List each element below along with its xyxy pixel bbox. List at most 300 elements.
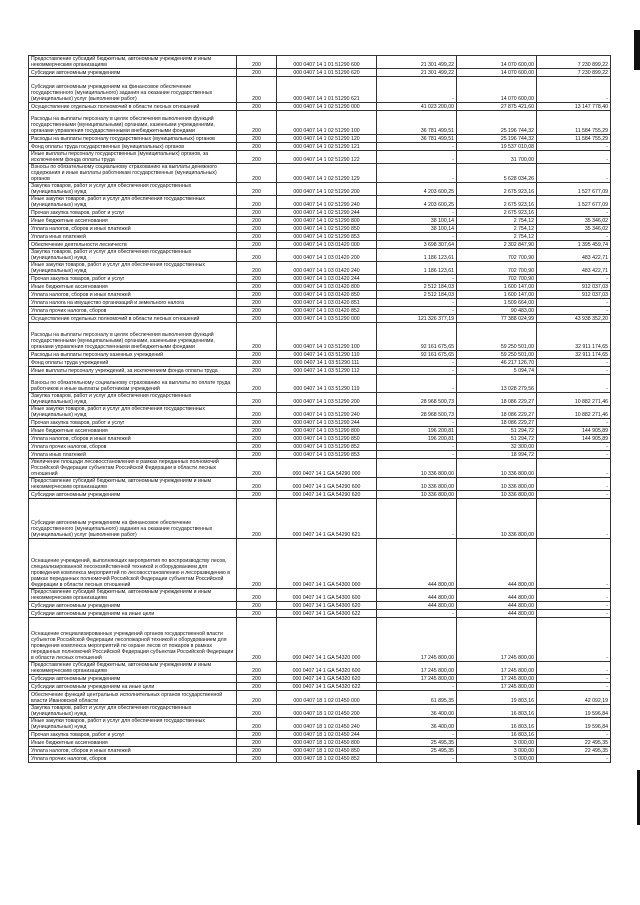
row-approved-amount: -: [377, 209, 457, 217]
row-code: 200: [237, 151, 277, 164]
row-code: 200: [237, 315, 277, 323]
row-budget-code: 000 0407 14 1 02 51290 120: [277, 135, 377, 143]
row-name: Иные выплаты персоналу государственных (муниципальных) органов, за исключением фонда оплаты труда: [29, 151, 237, 164]
row-name: Закупка товаров, работ и услуг для обеспечения государственных (муниципальных) нужд: [29, 183, 237, 196]
table-row: [29, 249, 611, 262]
row-executed-amount: 18 086 229,27: [457, 419, 537, 427]
row-name: Закупка товаров, работ и услуг для обеспечения государственных (муниципальных) нужд: [29, 249, 237, 262]
table-row: [29, 323, 611, 351]
row-budget-code: 000 0407 18 1 02 01450 800: [277, 739, 377, 747]
row-name: Расходы на выплаты персоналу государственных (муниципальных) органов: [29, 135, 237, 143]
row-unexecuted-amount: 22 495,35: [537, 747, 611, 755]
row-approved-amount: -: [377, 367, 457, 375]
row-executed-amount: 5 094,74: [457, 367, 537, 375]
table-row: [29, 602, 611, 610]
row-code: 200: [237, 241, 277, 249]
row-executed-amount: 702 700,90: [457, 262, 537, 275]
row-budget-code: 000 0407 14 1 03 01420 244: [277, 275, 377, 283]
row-approved-amount: -: [377, 683, 457, 691]
row-unexecuted-amount: -: [537, 307, 611, 315]
row-budget-code: 000 0407 18 1 02 01450 240: [277, 718, 377, 731]
row-approved-amount: -: [377, 610, 457, 618]
row-executed-amount: 1 509 664,00: [457, 299, 537, 307]
row-unexecuted-amount: -: [537, 683, 611, 691]
row-name: Субсидии автономным учреждениям: [29, 491, 237, 499]
row-unexecuted-amount: 483 422,71: [537, 249, 611, 262]
row-name: Уплата иных платежей: [29, 233, 237, 241]
row-approved-amount: 28 968 500,73: [377, 393, 457, 406]
row-name: Иные закупки товаров, работ и услуг для обеспечения государственных (муниципальных) нужд: [29, 262, 237, 275]
row-code: 200: [237, 183, 277, 196]
table-row: [29, 291, 611, 299]
row-code: 200: [237, 589, 277, 602]
row-budget-code: 000 0407 14 1 02 51290 850: [277, 225, 377, 233]
table-row: [29, 315, 611, 323]
row-code: 200: [237, 375, 277, 393]
row-unexecuted-amount: -: [537, 209, 611, 217]
row-budget-code: 000 0407 14 1 02 51290 200: [277, 183, 377, 196]
row-executed-amount: 702 700,90: [457, 275, 537, 283]
row-approved-amount: 17 245 800,00: [377, 618, 457, 662]
row-executed-amount: 702 700,90: [457, 249, 537, 262]
row-executed-amount: 2 302 847,90: [457, 241, 537, 249]
row-executed-amount: 3 000,00: [457, 739, 537, 747]
row-code: 200: [237, 451, 277, 459]
row-unexecuted-amount: -: [537, 755, 611, 763]
row-budget-code: 000 0407 18 1 02 01450 244: [277, 731, 377, 739]
row-approved-amount: -: [377, 443, 457, 451]
row-code: 200: [237, 427, 277, 435]
row-approved-amount: 25 495,35: [377, 739, 457, 747]
row-name: Расходы на выплаты персоналу в целях обеспечения выполнения функций государственными (муниципальными) органами, казенными учреждениями, органами управления государственными внебюджетными фондами: [29, 111, 237, 135]
table-row: [29, 539, 611, 589]
row-executed-amount: 444 800,00: [457, 610, 537, 618]
row-budget-code: 000 0407 14 1 GA 54320 600: [277, 662, 377, 675]
table-row: [29, 367, 611, 375]
table-row: [29, 610, 611, 618]
row-approved-amount: 25 495,35: [377, 747, 457, 755]
row-budget-code: 000 0407 14 1 02 51290 240: [277, 196, 377, 209]
row-code: 200: [237, 691, 277, 705]
row-unexecuted-amount: -: [537, 618, 611, 662]
row-name: Уплата прочих налогов, сборов: [29, 443, 237, 451]
budget-report-sheet: [28, 55, 610, 763]
row-unexecuted-amount: 912 037,03: [537, 283, 611, 291]
row-approved-amount: 41 023 200,00: [377, 103, 457, 111]
table-row: [29, 691, 611, 705]
row-unexecuted-amount: -: [537, 77, 611, 103]
table-row: [29, 393, 611, 406]
row-executed-amount: 77 388 024,99: [457, 315, 537, 323]
row-name: Уплата налогов, сборов и иных платежей: [29, 435, 237, 443]
row-unexecuted-amount: 13 147 778,40: [537, 103, 611, 111]
table-row: [29, 225, 611, 233]
row-budget-code: 000 0407 14 1 01 51290 600: [277, 56, 377, 69]
row-budget-code: 000 0407 14 1 01 51290 620: [277, 69, 377, 77]
row-name: Иные закупки товаров, работ и услуг для обеспечения государственных (муниципальных) нужд: [29, 406, 237, 419]
row-unexecuted-amount: -: [537, 499, 611, 539]
row-unexecuted-amount: -: [537, 675, 611, 683]
row-executed-amount: 16 803,16: [457, 718, 537, 731]
row-unexecuted-amount: -: [537, 443, 611, 451]
row-approved-amount: -: [377, 419, 457, 427]
row-code: 200: [237, 435, 277, 443]
row-unexecuted-amount: -: [537, 367, 611, 375]
row-unexecuted-amount: -: [537, 491, 611, 499]
row-code: 200: [237, 359, 277, 367]
row-budget-code: 000 0407 14 1 GA 54290 621: [277, 499, 377, 539]
row-budget-code: 000 0407 14 1 GA 54320 622: [277, 683, 377, 691]
table-row: [29, 705, 611, 718]
table-row: [29, 755, 611, 763]
row-executed-amount: 17 245 800,00: [457, 683, 537, 691]
row-unexecuted-amount: -: [537, 478, 611, 491]
row-approved-amount: -: [377, 151, 457, 164]
row-approved-amount: 1 186 123,61: [377, 249, 457, 262]
row-name: Закупка товаров, работ и услуг для обеспечения государственных (муниципальных) нужд: [29, 393, 237, 406]
row-code: 200: [237, 275, 277, 283]
row-budget-code: 000 0407 14 1 03 51290 200: [277, 393, 377, 406]
row-name: Предоставление субсидий бюджетным, автономным учреждениям и иным некоммерческим организациям: [29, 56, 237, 69]
row-name: Предоставление субсидий бюджетным, автономным учреждениям и иным некоммерческим организациям: [29, 589, 237, 602]
row-name: Расходы на выплаты персоналу казенных учреждений: [29, 351, 237, 359]
table-row: [29, 307, 611, 315]
table-row: [29, 299, 611, 307]
row-unexecuted-amount: 43 938 352,20: [537, 315, 611, 323]
row-code: 200: [237, 705, 277, 718]
row-budget-code: 000 0407 14 1 03 01420 852: [277, 307, 377, 315]
budget-expenditure-table: [28, 55, 611, 763]
row-budget-code: 000 0407 14 1 GA 54300 620: [277, 602, 377, 610]
row-approved-amount: 10 336 800,00: [377, 491, 457, 499]
row-budget-code: 000 0407 14 1 03 51290 110: [277, 351, 377, 359]
row-executed-amount: 25 196 744,32: [457, 111, 537, 135]
table-row: [29, 209, 611, 217]
table-row: [29, 183, 611, 196]
row-unexecuted-amount: 7 230 899,22: [537, 69, 611, 77]
row-unexecuted-amount: -: [537, 275, 611, 283]
row-code: 200: [237, 262, 277, 275]
row-approved-amount: -: [377, 143, 457, 151]
row-budget-code: 000 0407 14 1 03 01420 851: [277, 299, 377, 307]
row-unexecuted-amount: -: [537, 731, 611, 739]
row-budget-code: 000 0407 14 1 03 51290 800: [277, 427, 377, 435]
row-approved-amount: -: [377, 499, 457, 539]
row-approved-amount: -: [377, 375, 457, 393]
row-code: 200: [237, 731, 277, 739]
row-name: Иные закупки товаров, работ и услуг для обеспечения государственных (муниципальных) нужд: [29, 196, 237, 209]
table-row: [29, 675, 611, 683]
row-name: Уплата налогов, сборов и иных платежей: [29, 291, 237, 299]
scan-edge-mark: [634, 30, 640, 70]
row-executed-amount: 14 070 600,00: [457, 69, 537, 77]
row-code: 200: [237, 675, 277, 683]
row-code: 200: [237, 307, 277, 315]
row-budget-code: 000 0407 18 1 02 01450 852: [277, 755, 377, 763]
row-approved-amount: 10 336 800,00: [377, 478, 457, 491]
table-row: [29, 262, 611, 275]
row-name: Фонд оплаты труда учреждений: [29, 359, 237, 367]
table-row: [29, 233, 611, 241]
table-row: [29, 241, 611, 249]
row-name: Взносы по обязательному социальному страхованию на выплаты денежного содержания и иные выплаты работникам государственных (муниципальных) органов: [29, 164, 237, 183]
row-unexecuted-amount: 11 584 755,29: [537, 111, 611, 135]
row-name: Увеличение площади лесовосстановления в рамках переданных полномочий Российской Федерации субъектам Российской Федерации в области лесных отношений: [29, 459, 237, 478]
row-unexecuted-amount: 1 395 459,74: [537, 241, 611, 249]
row-code: 200: [237, 443, 277, 451]
table-row: [29, 375, 611, 393]
row-name: Иные бюджетные ассигнования: [29, 217, 237, 225]
row-code: 200: [237, 478, 277, 491]
table-row: [29, 69, 611, 77]
row-budget-code: 000 0407 14 1 03 01420 240: [277, 262, 377, 275]
row-budget-code: 000 0407 14 1 GA 54300 622: [277, 610, 377, 618]
row-code: 200: [237, 299, 277, 307]
table-row: [29, 103, 611, 111]
row-code: 200: [237, 755, 277, 763]
row-executed-amount: 18 994,72: [457, 451, 537, 459]
table-row: [29, 283, 611, 291]
row-executed-amount: 90 483,00: [457, 307, 537, 315]
row-name: Предоставление субсидий бюджетным, автономным учреждениям и иным некоммерческим организациям: [29, 478, 237, 491]
row-executed-amount: 16 803,16: [457, 731, 537, 739]
row-approved-amount: 38 100,14: [377, 225, 457, 233]
row-executed-amount: 27 875 421,60: [457, 103, 537, 111]
row-unexecuted-amount: -: [537, 602, 611, 610]
row-name: Закупка товаров, работ и услуг для обеспечения государственных (муниципальных) нужд: [29, 705, 237, 718]
row-executed-amount: 10 336 800,00: [457, 478, 537, 491]
row-executed-amount: 19 803,16: [457, 691, 537, 705]
row-code: 200: [237, 233, 277, 241]
table-row: [29, 77, 611, 103]
row-approved-amount: 21 301 499,22: [377, 69, 457, 77]
row-name: Взносы по обязательному социальному страхованию на выплаты по оплате труда работников и иные выплаты работникам учреждений: [29, 375, 237, 393]
row-executed-amount: 2 754,12: [457, 233, 537, 241]
row-executed-amount: 25 196 744,32: [457, 135, 537, 143]
table-row: [29, 739, 611, 747]
row-name: Осуществление отдельных полномочий в области лесных отношений: [29, 103, 237, 111]
row-name: Уплата прочих налогов, сборов: [29, 755, 237, 763]
row-code: 200: [237, 539, 277, 589]
row-executed-amount: 51 294,72: [457, 435, 537, 443]
row-executed-amount: 1 600 147,00: [457, 291, 537, 299]
row-approved-amount: 121 326 377,19: [377, 315, 457, 323]
row-name: Осуществление отдельных полномочий в области лесных отношений: [29, 315, 237, 323]
row-approved-amount: 196 200,81: [377, 427, 457, 435]
row-code: 200: [237, 225, 277, 233]
table-row: [29, 443, 611, 451]
row-executed-amount: 31 700,00: [457, 151, 537, 164]
row-name: Расходы на выплаты персоналу в целях обеспечения выполнения функций государственными (муниципальными) органами, казенными учреждениями, органами управления государственными внебюджетными фондами: [29, 323, 237, 351]
row-name: Прочая закупка товаров, работ и услуг: [29, 209, 237, 217]
row-budget-code: 000 0407 14 1 03 51290 853: [277, 451, 377, 459]
table-row: [29, 359, 611, 367]
row-unexecuted-amount: -: [537, 662, 611, 675]
row-executed-amount: 10 336 800,00: [457, 459, 537, 478]
row-code: 200: [237, 610, 277, 618]
row-approved-amount: 2 512 184,03: [377, 291, 457, 299]
row-unexecuted-amount: -: [537, 143, 611, 151]
row-name: Субсидии автономным учреждениям: [29, 675, 237, 683]
row-approved-amount: 61 895,35: [377, 691, 457, 705]
row-approved-amount: 92 161 675,65: [377, 323, 457, 351]
row-budget-code: 000 0407 14 1 02 51290 100: [277, 111, 377, 135]
row-budget-code: 000 0407 14 1 03 51290 112: [277, 367, 377, 375]
row-unexecuted-amount: -: [537, 375, 611, 393]
row-budget-code: 000 0407 18 1 02 01450 850: [277, 747, 377, 755]
row-name: Оснащение учреждений, выполняющих мероприятия по воспроизводству лесов, специализированной лесохозяйственной техникой и оборудованием для проведения комплекса мероприятий по лесовосстановлению и лесоразведению в рамках переданных полномочий Российской Федерации субъектам Российской Федерации в области лесных отношений: [29, 539, 237, 589]
row-code: 200: [237, 196, 277, 209]
row-unexecuted-amount: 912 037,03: [537, 291, 611, 299]
table-row: [29, 275, 611, 283]
row-code: 200: [237, 217, 277, 225]
row-name: Оснащение специализированных учреждений органов государственной власти субъектов Российской Федерации лесопожарной техникой и оборудованием для проведения комплекса мероприятий по охране лесов от пожаров в рамках переданных полномочий Российской Федерации субъектам Российской Федерации в области лесных отношений: [29, 618, 237, 662]
table-row: [29, 435, 611, 443]
row-budget-code: 000 0407 18 1 02 01450 000: [277, 691, 377, 705]
row-approved-amount: 17 245 800,00: [377, 675, 457, 683]
row-executed-amount: 19 537 010,08: [457, 143, 537, 151]
row-approved-amount: 4 203 600,25: [377, 183, 457, 196]
row-budget-code: 000 0407 14 1 03 51290 850: [277, 435, 377, 443]
row-code: 200: [237, 111, 277, 135]
row-unexecuted-amount: 144 905,89: [537, 427, 611, 435]
row-name: Иные выплаты персоналу учреждений, за исключением фонда оплаты труда: [29, 367, 237, 375]
row-approved-amount: -: [377, 307, 457, 315]
row-unexecuted-amount: 1 527 677,09: [537, 183, 611, 196]
row-budget-code: 000 0407 14 1 GA 54290 000: [277, 459, 377, 478]
row-approved-amount: 2 512 184,03: [377, 283, 457, 291]
row-code: 200: [237, 209, 277, 217]
table-row: [29, 731, 611, 739]
row-approved-amount: 10 336 800,00: [377, 459, 457, 478]
row-approved-amount: 444 800,00: [377, 539, 457, 589]
row-approved-amount: 1 186 123,61: [377, 262, 457, 275]
row-approved-amount: 36 781 499,51: [377, 135, 457, 143]
row-executed-amount: 444 800,00: [457, 589, 537, 602]
row-budget-code: 000 0407 14 1 03 01420 800: [277, 283, 377, 291]
row-name: Фонд оплаты труда государственных (муниципальных) органов: [29, 143, 237, 151]
row-code: 200: [237, 56, 277, 69]
row-unexecuted-amount: -: [537, 233, 611, 241]
row-budget-code: 000 0407 14 1 02 51290 853: [277, 233, 377, 241]
row-name: Прочая закупка товаров, работ и услуг: [29, 419, 237, 427]
table-row: [29, 491, 611, 499]
row-name: Субсидии автономным учреждениям на финансовое обеспечение государственного (муниципального) задания на оказание государственных (муниципальных) услуг (выполнение работ): [29, 77, 237, 103]
row-executed-amount: 17 245 800,00: [457, 662, 537, 675]
row-budget-code: 000 0407 14 1 02 51290 122: [277, 151, 377, 164]
row-budget-code: 000 0407 14 1 03 51290 852: [277, 443, 377, 451]
row-code: 200: [237, 683, 277, 691]
row-unexecuted-amount: 10 882 271,46: [537, 406, 611, 419]
table-row: [29, 351, 611, 359]
row-unexecuted-amount: -: [537, 299, 611, 307]
row-approved-amount: 92 161 675,65: [377, 351, 457, 359]
row-code: 200: [237, 351, 277, 359]
row-unexecuted-amount: 1 527 677,09: [537, 196, 611, 209]
row-budget-code: 000 0407 14 1 02 51290 244: [277, 209, 377, 217]
row-code: 200: [237, 367, 277, 375]
table-row: [29, 683, 611, 691]
row-budget-code: 000 0407 14 1 03 51290 119: [277, 375, 377, 393]
row-code: 200: [237, 103, 277, 111]
table-row: [29, 217, 611, 225]
row-unexecuted-amount: 32 911 174,65: [537, 351, 611, 359]
row-budget-code: 000 0407 14 1 01 51290 621: [277, 77, 377, 103]
row-name: Иные закупки товаров, работ и услуг для обеспечения государственных (муниципальных) нужд: [29, 718, 237, 731]
table-row: [29, 459, 611, 478]
row-unexecuted-amount: 11 584 755,29: [537, 135, 611, 143]
row-unexecuted-amount: -: [537, 419, 611, 427]
row-approved-amount: 196 200,81: [377, 435, 457, 443]
row-unexecuted-amount: -: [537, 151, 611, 164]
row-approved-amount: -: [377, 275, 457, 283]
row-budget-code: 000 0407 14 1 03 51290 100: [277, 323, 377, 351]
row-approved-amount: 4 203 600,25: [377, 196, 457, 209]
row-name: Субсидии автономным учреждениям на финансовое обеспечение государственного (муниципального) задания на оказание государственных (муниципальных) услуг (выполнение работ): [29, 499, 237, 539]
row-budget-code: 000 0407 14 1 02 51290 129: [277, 164, 377, 183]
row-budget-code: 000 0407 14 1 GA 54290 600: [277, 478, 377, 491]
table-body: [29, 56, 611, 763]
row-approved-amount: 36 400,00: [377, 705, 457, 718]
row-budget-code: 000 0407 18 1 02 01450 200: [277, 705, 377, 718]
row-code: 200: [237, 283, 277, 291]
row-executed-amount: 32 300,00: [457, 443, 537, 451]
row-approved-amount: 38 100,14: [377, 217, 457, 225]
row-name: Иные бюджетные ассигнования: [29, 739, 237, 747]
row-executed-amount: 2 754,12: [457, 217, 537, 225]
row-executed-amount: 16 803,16: [457, 705, 537, 718]
row-name: Предоставление субсидий бюджетным, автономным учреждениям и иным некоммерческим организациям: [29, 662, 237, 675]
row-code: 200: [237, 135, 277, 143]
row-code: 200: [237, 662, 277, 675]
row-executed-amount: 10 336 800,00: [457, 499, 537, 539]
row-executed-amount: 5 628 034,26: [457, 164, 537, 183]
row-unexecuted-amount: 32 911 174,65: [537, 323, 611, 351]
row-executed-amount: 1 600 147,00: [457, 283, 537, 291]
table-row: [29, 143, 611, 151]
row-name: Уплата налогов, сборов и иных платежей: [29, 225, 237, 233]
row-approved-amount: -: [377, 164, 457, 183]
row-approved-amount: -: [377, 299, 457, 307]
row-approved-amount: -: [377, 731, 457, 739]
row-name: Субсидии автономным учреждениям на иные цели: [29, 683, 237, 691]
row-name: Обеспечение деятельности лесничеств: [29, 241, 237, 249]
row-code: 200: [237, 499, 277, 539]
table-row: [29, 499, 611, 539]
row-name: Субсидии автономным учреждениям на иные цели: [29, 610, 237, 618]
table-row: [29, 419, 611, 427]
row-budget-code: 000 0407 14 1 03 51290 240: [277, 406, 377, 419]
row-executed-amount: 18 086 229,27: [457, 393, 537, 406]
row-executed-amount: 46 217 126,70: [457, 359, 537, 367]
table-row: [29, 662, 611, 675]
row-name: Иные бюджетные ассигнования: [29, 283, 237, 291]
row-budget-code: 000 0407 14 1 03 01420 000: [277, 241, 377, 249]
row-unexecuted-amount: 19 596,84: [537, 705, 611, 718]
row-approved-amount: 36 781 499,51: [377, 111, 457, 135]
row-unexecuted-amount: -: [537, 539, 611, 589]
row-name: Субсидии автономным учреждениям: [29, 69, 237, 77]
table-row: [29, 406, 611, 419]
row-executed-amount: 51 294,72: [457, 427, 537, 435]
row-code: 200: [237, 249, 277, 262]
table-row: [29, 589, 611, 602]
row-executed-amount: 17 245 800,00: [457, 618, 537, 662]
table-row: [29, 135, 611, 143]
row-approved-amount: 28 968 500,73: [377, 406, 457, 419]
row-unexecuted-amount: 144 905,89: [537, 435, 611, 443]
row-executed-amount: 10 336 800,00: [457, 491, 537, 499]
